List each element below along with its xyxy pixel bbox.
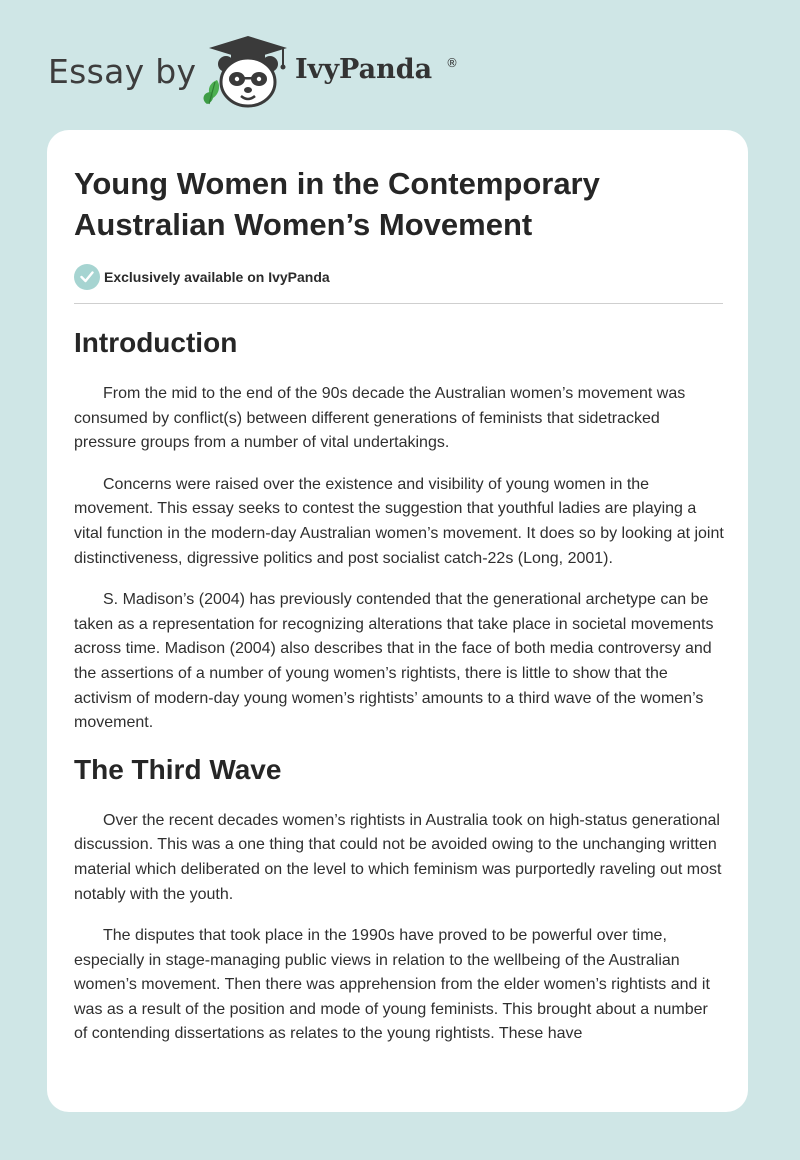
paragraph: Concerns were raised over the existence and visibility of young women in the movement. This essay seeks to contest the suggestion that youthful ladies are playing a vital function in the modern-day Australian women’s movement. It does so by looking at joint distinctiveness, digressive politics and post socialist catch-22s (Long, 2001). [74,475,724,567]
article-title: Young Women in the Contemporary Australian Women’s Movement [74,166,600,242]
paragraph: S. Madison’s (2004) has previously contended that the generational archetype can be taken as a representation for recognizing alterations that take place in societal movements across time. Madison (2004) also describes that in the face of both media controversy and the assertions of a number of young women’s rightists, there is little to show that the activism of modern-day young women’s rightists’ amounts to a third wave of the women’s movement. [74,591,714,732]
article-body [74,326,724,1064]
divider [74,303,723,304]
site-header [0,0,800,130]
section-heading-introduction: Introduction [74,327,238,358]
brand-name: IvyPanda [295,54,433,85]
paragraph: Over the recent decades women’s rightists in Australia took on high-status generational discussion. This was a one thing that could not be avoided owing to the unchanging written material which deliberated on the level to which feminism was purportedly raveling out most notably with the youth. [74,811,722,903]
section-heading-third-wave: The Third Wave [74,753,282,785]
ivypanda-logo[interactable] [203,34,463,110]
article-card [47,130,748,1112]
checkmark-icon [74,264,100,290]
badge-label: Exclusively available on IvyPanda [104,269,330,285]
registered-mark: ® [446,56,458,70]
paragraph: The disputes that took place in the 1990s have proved to be powerful over time, especially in stage-managing public views in relation to the wellbeing of the Australian women’s movement. Then there was apprehension from the elder women’s rightists and it was as a result of the position and mode of young feminists. This brought about a number of contending dissertations as relates to the young rightists. These have [74,927,710,1043]
essay-by-label: Essay by [48,52,197,91]
panda-icon [203,34,293,110]
paragraph: From the mid to the end of the 90s decade the Australian women’s movement was consumed by conflict(s) between different generations of feminists that sidetracked pressure groups from a number of vital undertakings. [74,385,686,452]
